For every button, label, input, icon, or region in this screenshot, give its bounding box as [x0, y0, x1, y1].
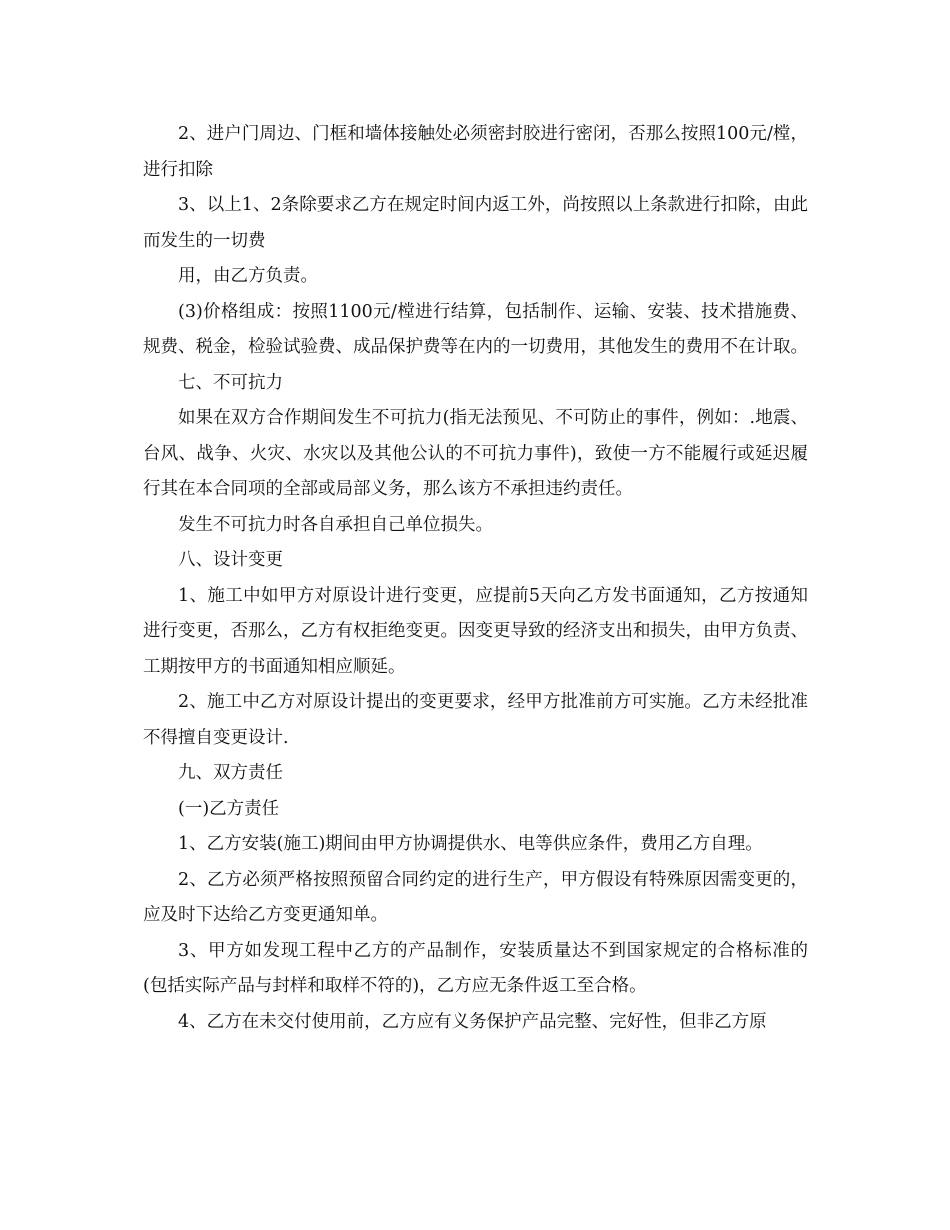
subsection-heading-party-b: (一)乙方责任 — [178, 798, 280, 819]
paragraph-design-change-2: 2、施工中乙方对原设计提出的变更要求，经甲方批准前方可实施。乙方未经批准不得擅自变更设计. — [143, 692, 808, 748]
section-heading-responsibilities: 九、双方责任 — [178, 763, 283, 783]
paragraph-force-majeure-loss: 发生不可抗力时各自承担自己单位损失。 — [178, 514, 493, 535]
paragraph-party-b-duty-2: 2、乙方必须严格按照预留合同约定的进行生产，甲方假设有特殊原因需变更的，应及时下达给乙方变更通知单。 — [143, 869, 808, 925]
paragraph-clause-2-door-sealing: 2、进户门周边、门框和墙体接触处必须密封胶进行密闭，否那么按照100元/樘，进行扣除 — [143, 124, 808, 180]
paragraph-design-change-1: 1、施工中如甲方对原设计进行变更，应提前5天向乙方发书面通知，乙方按通知进行变更，否那么，乙方有权拒绝变更。因变更导致的经济支出和损失，由甲方负责、工期按甲方的书面通知相应顺延。 — [143, 585, 808, 677]
section-heading-force-majeure: 七、不可抗力 — [178, 372, 283, 393]
section-heading-design-change: 八、设计变更 — [178, 550, 283, 570]
paragraph-party-b-duty-4: 4、乙方在未交付使用前，乙方应有义务保护产品完整、完好性，但非乙方原 — [178, 1011, 767, 1032]
paragraph-clause-3-continuation: 用，由乙方负责。 — [178, 266, 318, 286]
paragraph-force-majeure: 如果在双方合作期间发生不可抗力(指无法预见、不可防止的事件，例如：.地震、台风、战争、火灾、水灾以及其他公认的不可抗力事件)，致使一方不能履行或延迟履行其在本合同项的全部或局部义务，那么该方不承担违约责任。 — [143, 408, 808, 499]
document-body — [143, 117, 808, 1040]
paragraph-clause-3-rework: 3、以上1、2条除要求乙方在规定时间内返工外，尚按照以上条款进行扣除，由此而发生的一切费 — [143, 195, 808, 251]
paragraph-price-composition: (3)价格组成：按照1100元/樘进行结算，包括制作、运输、安装、技术措施费、规费、税金，检验试验费、成品保护费等在内的一切费用，其他发生的费用不在计取。 — [143, 301, 808, 357]
paragraph-party-b-duty-3: 3、甲方如发现工程中乙方的产品制作，安装质量达不到国家规定的合格标准的(包括实际产品与封样和取样不符的)，乙方应无条件返工至合格。 — [143, 940, 808, 996]
paragraph-party-b-duty-1: 1、乙方安装(施工)期间由甲方协调提供水、电等供应条件，费用乙方自理。 — [178, 834, 763, 854]
